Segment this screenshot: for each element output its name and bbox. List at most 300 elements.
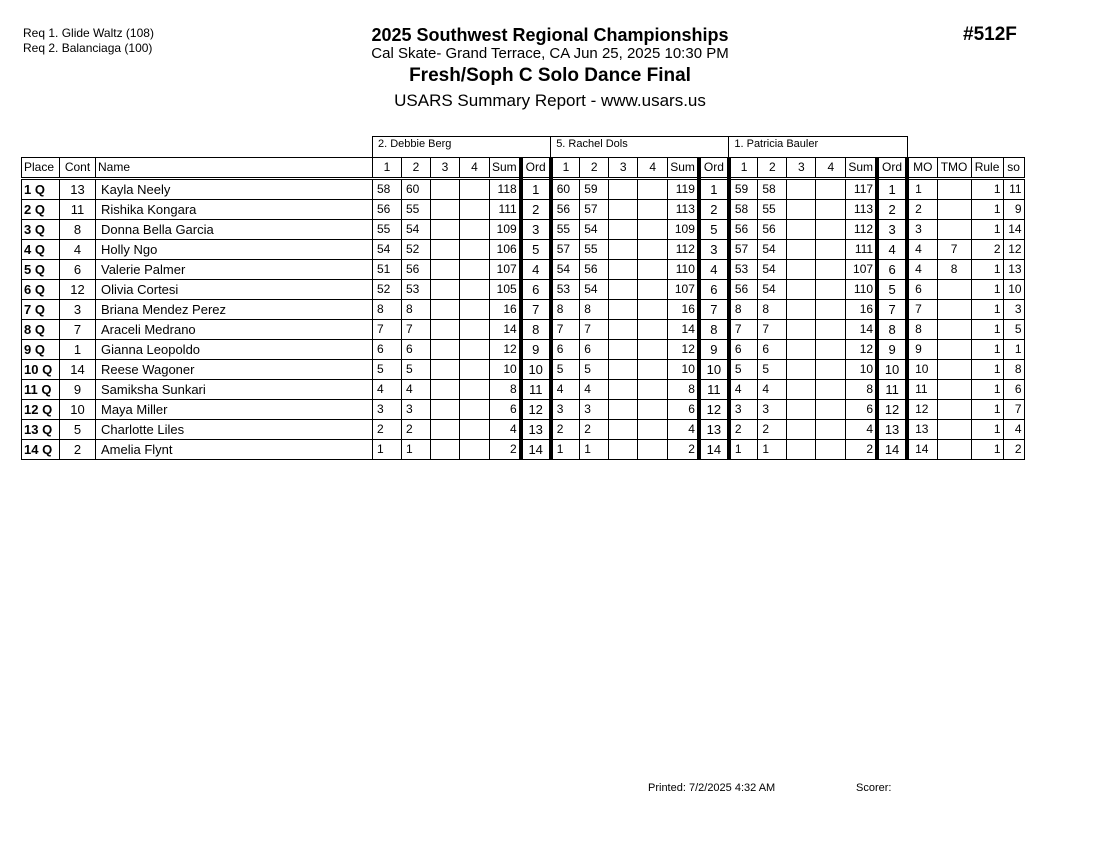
judge-3-sum: 8	[846, 380, 877, 400]
majority-ordinal: 8	[907, 320, 937, 340]
judge-3-score	[787, 280, 816, 300]
judge-3-score: 54	[758, 260, 787, 280]
judge-3-score	[816, 200, 846, 220]
judge-1-sum: 4	[490, 420, 521, 440]
judge-3-score: 56	[729, 280, 758, 300]
judge-2-score: 53	[551, 280, 580, 300]
judge-2-ordinal: 1	[699, 179, 729, 200]
judge-1-score	[460, 200, 490, 220]
rule-cell: 1	[971, 280, 1003, 300]
judge-2-score: 2	[580, 420, 609, 440]
contestant-number: 6	[60, 260, 96, 280]
judge-3-score	[816, 440, 846, 460]
judge-2-score	[609, 320, 638, 340]
judge-3-score	[816, 340, 846, 360]
place-cell: 3 Q	[22, 220, 60, 240]
table-row	[22, 440, 1025, 460]
rule-cell: 1	[971, 380, 1003, 400]
total-majority-ordinal	[937, 380, 971, 400]
judge-3-score: 4	[758, 380, 787, 400]
col-place: Place	[22, 158, 60, 179]
judge-1-score: 56	[402, 260, 431, 280]
judge-header-row	[22, 137, 1025, 158]
col-judge-1-1: 1	[373, 158, 402, 179]
judge-3-ordinal: 8	[877, 320, 907, 340]
skater-name: Olivia Cortesi	[96, 280, 373, 300]
judge-1-sum: 6	[490, 400, 521, 420]
judge-3-sum: 10	[846, 360, 877, 380]
judge-1-score	[431, 440, 460, 460]
rule-cell: 1	[971, 340, 1003, 360]
judge-3-score: 6	[758, 340, 787, 360]
judge-name: 2. Debbie Berg	[373, 137, 551, 158]
judge-2-score	[638, 240, 668, 260]
judge-2-score: 5	[580, 360, 609, 380]
skate-order: 6	[1003, 380, 1024, 400]
judge-1-ordinal: 10	[521, 360, 551, 380]
place-cell: 8 Q	[22, 320, 60, 340]
majority-ordinal: 13	[907, 420, 937, 440]
judge-2-score	[638, 200, 668, 220]
judge-1-score: 58	[373, 179, 402, 200]
judge-1-score	[431, 400, 460, 420]
judge-2-ordinal: 10	[699, 360, 729, 380]
col-judge-1-2: 2	[402, 158, 431, 179]
contestant-number: 2	[60, 440, 96, 460]
judge-1-score	[431, 380, 460, 400]
total-majority-ordinal	[937, 400, 971, 420]
judge-1-ordinal: 13	[521, 420, 551, 440]
majority-ordinal: 3	[907, 220, 937, 240]
judge-3-ordinal: 5	[877, 280, 907, 300]
judge-1-sum: 111	[490, 200, 521, 220]
total-majority-ordinal	[937, 200, 971, 220]
skater-name: Araceli Medrano	[96, 320, 373, 340]
skate-order: 4	[1003, 420, 1024, 440]
majority-ordinal: 6	[907, 280, 937, 300]
judge-1-score	[460, 280, 490, 300]
judge-2-score	[609, 220, 638, 240]
skate-order: 8	[1003, 360, 1024, 380]
judge-3-score	[787, 179, 816, 200]
table-row	[22, 200, 1025, 220]
judge-2-ordinal: 9	[699, 340, 729, 360]
judge-1-score: 5	[402, 360, 431, 380]
judge-1-score: 55	[373, 220, 402, 240]
table-row	[22, 300, 1025, 320]
judge-3-sum: 6	[846, 400, 877, 420]
judge-2-ordinal: 13	[699, 420, 729, 440]
judge-3-score: 57	[729, 240, 758, 260]
table-row	[22, 179, 1025, 200]
judge-2-ordinal: 3	[699, 240, 729, 260]
judge-3-score	[816, 220, 846, 240]
place-cell: 9 Q	[22, 340, 60, 360]
location-date: Cal Skate- Grand Terrace, CA Jun 25, 2025 10:30 PM	[371, 45, 729, 62]
judge-2-sum: 12	[668, 340, 699, 360]
majority-ordinal: 10	[907, 360, 937, 380]
judge-3-ordinal: 13	[877, 420, 907, 440]
judge-3-score: 53	[729, 260, 758, 280]
total-majority-ordinal: 8	[937, 260, 971, 280]
total-majority-ordinal: 7	[937, 240, 971, 260]
total-majority-ordinal	[937, 179, 971, 200]
table-row	[22, 260, 1025, 280]
judge-1-ordinal: 12	[521, 400, 551, 420]
col-judge-2-3: 3	[609, 158, 638, 179]
judge-1-score: 52	[373, 280, 402, 300]
judge-2-score	[609, 240, 638, 260]
judge-1-sum: 109	[490, 220, 521, 240]
judge-2-score: 54	[580, 220, 609, 240]
judge-1-score: 1	[402, 440, 431, 460]
rule-cell: 1	[971, 179, 1003, 200]
judge-2-score	[609, 440, 638, 460]
judge-3-ordinal: 4	[877, 240, 907, 260]
judge-2-score	[638, 320, 668, 340]
col-judge-3-3: 3	[787, 158, 816, 179]
judge-3-score	[787, 440, 816, 460]
judge-3-score	[787, 320, 816, 340]
place-cell: 7 Q	[22, 300, 60, 320]
judge-2-score	[609, 360, 638, 380]
judge-1-score	[460, 440, 490, 460]
judge-1-ordinal: 2	[521, 200, 551, 220]
judge-2-score: 7	[551, 320, 580, 340]
col-so: so	[1003, 158, 1024, 179]
judge-3-score	[787, 300, 816, 320]
judge-1-score: 7	[373, 320, 402, 340]
judge-3-score	[816, 240, 846, 260]
judge-1-score: 54	[373, 240, 402, 260]
judge-3-score: 2	[758, 420, 787, 440]
judge-3-score	[787, 200, 816, 220]
judge-3-score: 4	[729, 380, 758, 400]
majority-ordinal: 11	[907, 380, 937, 400]
skate-order: 13	[1003, 260, 1024, 280]
judge-3-score	[816, 320, 846, 340]
judge-1-score	[431, 360, 460, 380]
judge-2-sum: 109	[668, 220, 699, 240]
judge-2-score: 7	[580, 320, 609, 340]
skater-name: Valerie Palmer	[96, 260, 373, 280]
col-judge-3-4: 4	[816, 158, 846, 179]
skate-order: 9	[1003, 200, 1024, 220]
judge-3-score: 3	[729, 400, 758, 420]
judge-3-score: 6	[729, 340, 758, 360]
judge-3-ordinal: 1	[877, 179, 907, 200]
judge-1-score: 8	[373, 300, 402, 320]
judge-3-sum: 113	[846, 200, 877, 220]
report-title: USARS Summary Report - www.usars.us	[394, 91, 706, 110]
judge-2-ordinal: 11	[699, 380, 729, 400]
rule-cell: 1	[971, 400, 1003, 420]
judge-3-sum: 112	[846, 220, 877, 240]
place-cell: 12 Q	[22, 400, 60, 420]
judge-3-ordinal: 7	[877, 300, 907, 320]
judge-2-sum: 8	[668, 380, 699, 400]
judge-2-sum: 4	[668, 420, 699, 440]
judge-2-score: 57	[580, 200, 609, 220]
printed-timestamp: Printed: 7/2/2025 4:32 AM	[648, 782, 776, 794]
judge-2-score	[609, 380, 638, 400]
col-judge-1-sum: Sum	[490, 158, 521, 179]
place-cell: 10 Q	[22, 360, 60, 380]
judge-1-score	[460, 360, 490, 380]
col-judge-3-ord: Ord	[877, 158, 907, 179]
judge-2-ordinal: 12	[699, 400, 729, 420]
judge-1-score	[460, 179, 490, 200]
contestant-number: 4	[60, 240, 96, 260]
judge-2-score: 56	[580, 260, 609, 280]
col-mo: MO	[907, 158, 937, 179]
contestant-number: 9	[60, 380, 96, 400]
rule-cell: 1	[971, 260, 1003, 280]
judge-3-score: 54	[758, 280, 787, 300]
judge-2-score	[638, 400, 668, 420]
skater-name: Reese Wagoner	[96, 360, 373, 380]
judge-1-score	[460, 260, 490, 280]
judge-1-score: 60	[402, 179, 431, 200]
judge-3-ordinal: 2	[877, 200, 907, 220]
contestant-number: 10	[60, 400, 96, 420]
judge-2-score	[638, 179, 668, 200]
judge-1-score	[431, 340, 460, 360]
results-table	[21, 136, 1025, 460]
judge-1-score: 3	[373, 400, 402, 420]
majority-ordinal: 2	[907, 200, 937, 220]
majority-ordinal: 9	[907, 340, 937, 360]
judge-2-score: 8	[551, 300, 580, 320]
competition-title: 2025 Southwest Regional Championships	[371, 25, 729, 45]
judge-1-ordinal: 4	[521, 260, 551, 280]
judge-2-score: 3	[551, 400, 580, 420]
judge-1-sum: 2	[490, 440, 521, 460]
judge-3-score	[816, 300, 846, 320]
col-cont: Cont	[60, 158, 96, 179]
rule-cell: 1	[971, 300, 1003, 320]
judge-2-ordinal: 7	[699, 300, 729, 320]
judge-2-ordinal: 5	[699, 220, 729, 240]
majority-ordinal: 14	[907, 440, 937, 460]
judge-1-score	[460, 320, 490, 340]
judge-1-ordinal: 11	[521, 380, 551, 400]
judge-3-score	[787, 220, 816, 240]
judge-1-score	[460, 240, 490, 260]
contestant-number: 13	[60, 179, 96, 200]
skater-name: Holly Ngo	[96, 240, 373, 260]
judge-2-score	[638, 380, 668, 400]
place-cell: 4 Q	[22, 240, 60, 260]
judge-1-score	[431, 220, 460, 240]
skate-order: 12	[1003, 240, 1024, 260]
judge-3-score	[816, 400, 846, 420]
total-majority-ordinal	[937, 280, 971, 300]
total-majority-ordinal	[937, 420, 971, 440]
judge-3-sum: 110	[846, 280, 877, 300]
judge-1-score	[460, 420, 490, 440]
judge-1-score: 5	[373, 360, 402, 380]
place-cell: 14 Q	[22, 440, 60, 460]
place-cell: 2 Q	[22, 200, 60, 220]
judge-1-ordinal: 14	[521, 440, 551, 460]
col-judge-2-2: 2	[580, 158, 609, 179]
judge-1-sum: 16	[490, 300, 521, 320]
judge-2-score	[638, 300, 668, 320]
col-tmo: TMO	[937, 158, 971, 179]
table-row	[22, 240, 1025, 260]
majority-ordinal: 12	[907, 400, 937, 420]
col-rule: Rule	[971, 158, 1003, 179]
judge-3-score: 58	[729, 200, 758, 220]
event-number: #512F	[963, 24, 1017, 45]
judge-1-score	[460, 340, 490, 360]
judge-3-score: 59	[729, 179, 758, 200]
judge-3-ordinal: 10	[877, 360, 907, 380]
judge-1-score: 56	[373, 200, 402, 220]
place-cell: 6 Q	[22, 280, 60, 300]
judge-3-sum: 111	[846, 240, 877, 260]
judge-2-score: 3	[580, 400, 609, 420]
majority-ordinal: 7	[907, 300, 937, 320]
judge-3-score: 7	[729, 320, 758, 340]
majority-ordinal: 1	[907, 179, 937, 200]
judge-1-sum: 105	[490, 280, 521, 300]
table-row	[22, 400, 1025, 420]
table-row	[22, 420, 1025, 440]
judge-3-score	[816, 280, 846, 300]
skater-name: Maya Miller	[96, 400, 373, 420]
judge-3-ordinal: 6	[877, 260, 907, 280]
place-cell: 5 Q	[22, 260, 60, 280]
col-judge-3-1: 1	[729, 158, 758, 179]
col-judge-3-2: 2	[758, 158, 787, 179]
contestant-number: 14	[60, 360, 96, 380]
judge-3-score	[787, 340, 816, 360]
judge-2-score	[638, 280, 668, 300]
judge-2-score	[609, 280, 638, 300]
judge-2-score: 54	[551, 260, 580, 280]
requirement-2: Req 2. Balanciaga (100)	[23, 41, 153, 55]
judge-2-score	[609, 340, 638, 360]
judge-3-score: 8	[729, 300, 758, 320]
judge-1-score: 3	[402, 400, 431, 420]
total-majority-ordinal	[937, 320, 971, 340]
judge-2-score	[638, 360, 668, 380]
judge-1-score	[431, 240, 460, 260]
judge-2-score: 1	[551, 440, 580, 460]
judge-1-score: 6	[373, 340, 402, 360]
col-judge-2-ord: Ord	[699, 158, 729, 179]
skate-order: 5	[1003, 320, 1024, 340]
judge-2-sum: 107	[668, 280, 699, 300]
judge-3-score: 54	[758, 240, 787, 260]
judge-2-score: 55	[551, 220, 580, 240]
judge-3-score: 58	[758, 179, 787, 200]
judge-2-score	[638, 420, 668, 440]
judge-2-ordinal: 2	[699, 200, 729, 220]
judge-1-ordinal: 9	[521, 340, 551, 360]
judge-1-score: 4	[373, 380, 402, 400]
majority-ordinal: 4	[907, 260, 937, 280]
table-row	[22, 280, 1025, 300]
rule-cell: 2	[971, 240, 1003, 260]
judge-2-score	[609, 300, 638, 320]
judge-3-score: 5	[729, 360, 758, 380]
skate-order: 2	[1003, 440, 1024, 460]
judge-3-score: 5	[758, 360, 787, 380]
judge-3-score: 56	[729, 220, 758, 240]
total-majority-ordinal	[937, 220, 971, 240]
judge-1-score: 6	[402, 340, 431, 360]
judge-3-score: 1	[758, 440, 787, 460]
col-name: Name	[96, 158, 373, 179]
majority-ordinal: 4	[907, 240, 937, 260]
table-row	[22, 220, 1025, 240]
judge-1-score: 55	[402, 200, 431, 220]
judge-header-spacer	[22, 137, 373, 158]
judge-1-score	[431, 280, 460, 300]
judge-1-score	[460, 300, 490, 320]
judge-1-score: 2	[402, 420, 431, 440]
judge-3-score	[816, 420, 846, 440]
contestant-number: 11	[60, 200, 96, 220]
judge-3-ordinal: 3	[877, 220, 907, 240]
judge-2-score	[609, 420, 638, 440]
judge-2-score	[638, 260, 668, 280]
rule-cell: 1	[971, 200, 1003, 220]
judge-2-score	[609, 179, 638, 200]
judge-1-ordinal: 5	[521, 240, 551, 260]
skater-name: Samiksha Sunkari	[96, 380, 373, 400]
judge-1-score	[431, 420, 460, 440]
judge-1-ordinal: 7	[521, 300, 551, 320]
judge-2-score: 60	[551, 179, 580, 200]
judge-1-sum: 10	[490, 360, 521, 380]
judge-2-sum: 6	[668, 400, 699, 420]
requirement-1: Req 1. Glide Waltz (108)	[23, 26, 154, 40]
judge-2-score: 4	[551, 380, 580, 400]
judge-3-score: 7	[758, 320, 787, 340]
judge-2-score: 5	[551, 360, 580, 380]
skater-name: Amelia Flynt	[96, 440, 373, 460]
table-row	[22, 320, 1025, 340]
table-row	[22, 340, 1025, 360]
judge-1-score	[431, 260, 460, 280]
judge-3-ordinal: 11	[877, 380, 907, 400]
judge-1-ordinal: 6	[521, 280, 551, 300]
judge-1-score: 51	[373, 260, 402, 280]
skater-name: Rishika Kongara	[96, 200, 373, 220]
judge-2-score: 2	[551, 420, 580, 440]
judge-3-score: 56	[758, 220, 787, 240]
judge-3-score: 2	[729, 420, 758, 440]
judge-1-score	[431, 179, 460, 200]
judge-2-score: 1	[580, 440, 609, 460]
judge-2-sum: 110	[668, 260, 699, 280]
judge-1-score	[460, 380, 490, 400]
skater-name: Charlotte Liles	[96, 420, 373, 440]
total-majority-ordinal	[937, 300, 971, 320]
contestant-number: 7	[60, 320, 96, 340]
judge-2-sum: 10	[668, 360, 699, 380]
contestant-number: 12	[60, 280, 96, 300]
place-cell: 1 Q	[22, 179, 60, 200]
judge-2-sum: 113	[668, 200, 699, 220]
skate-order: 14	[1003, 220, 1024, 240]
judge-1-score: 8	[402, 300, 431, 320]
judge-3-sum: 107	[846, 260, 877, 280]
